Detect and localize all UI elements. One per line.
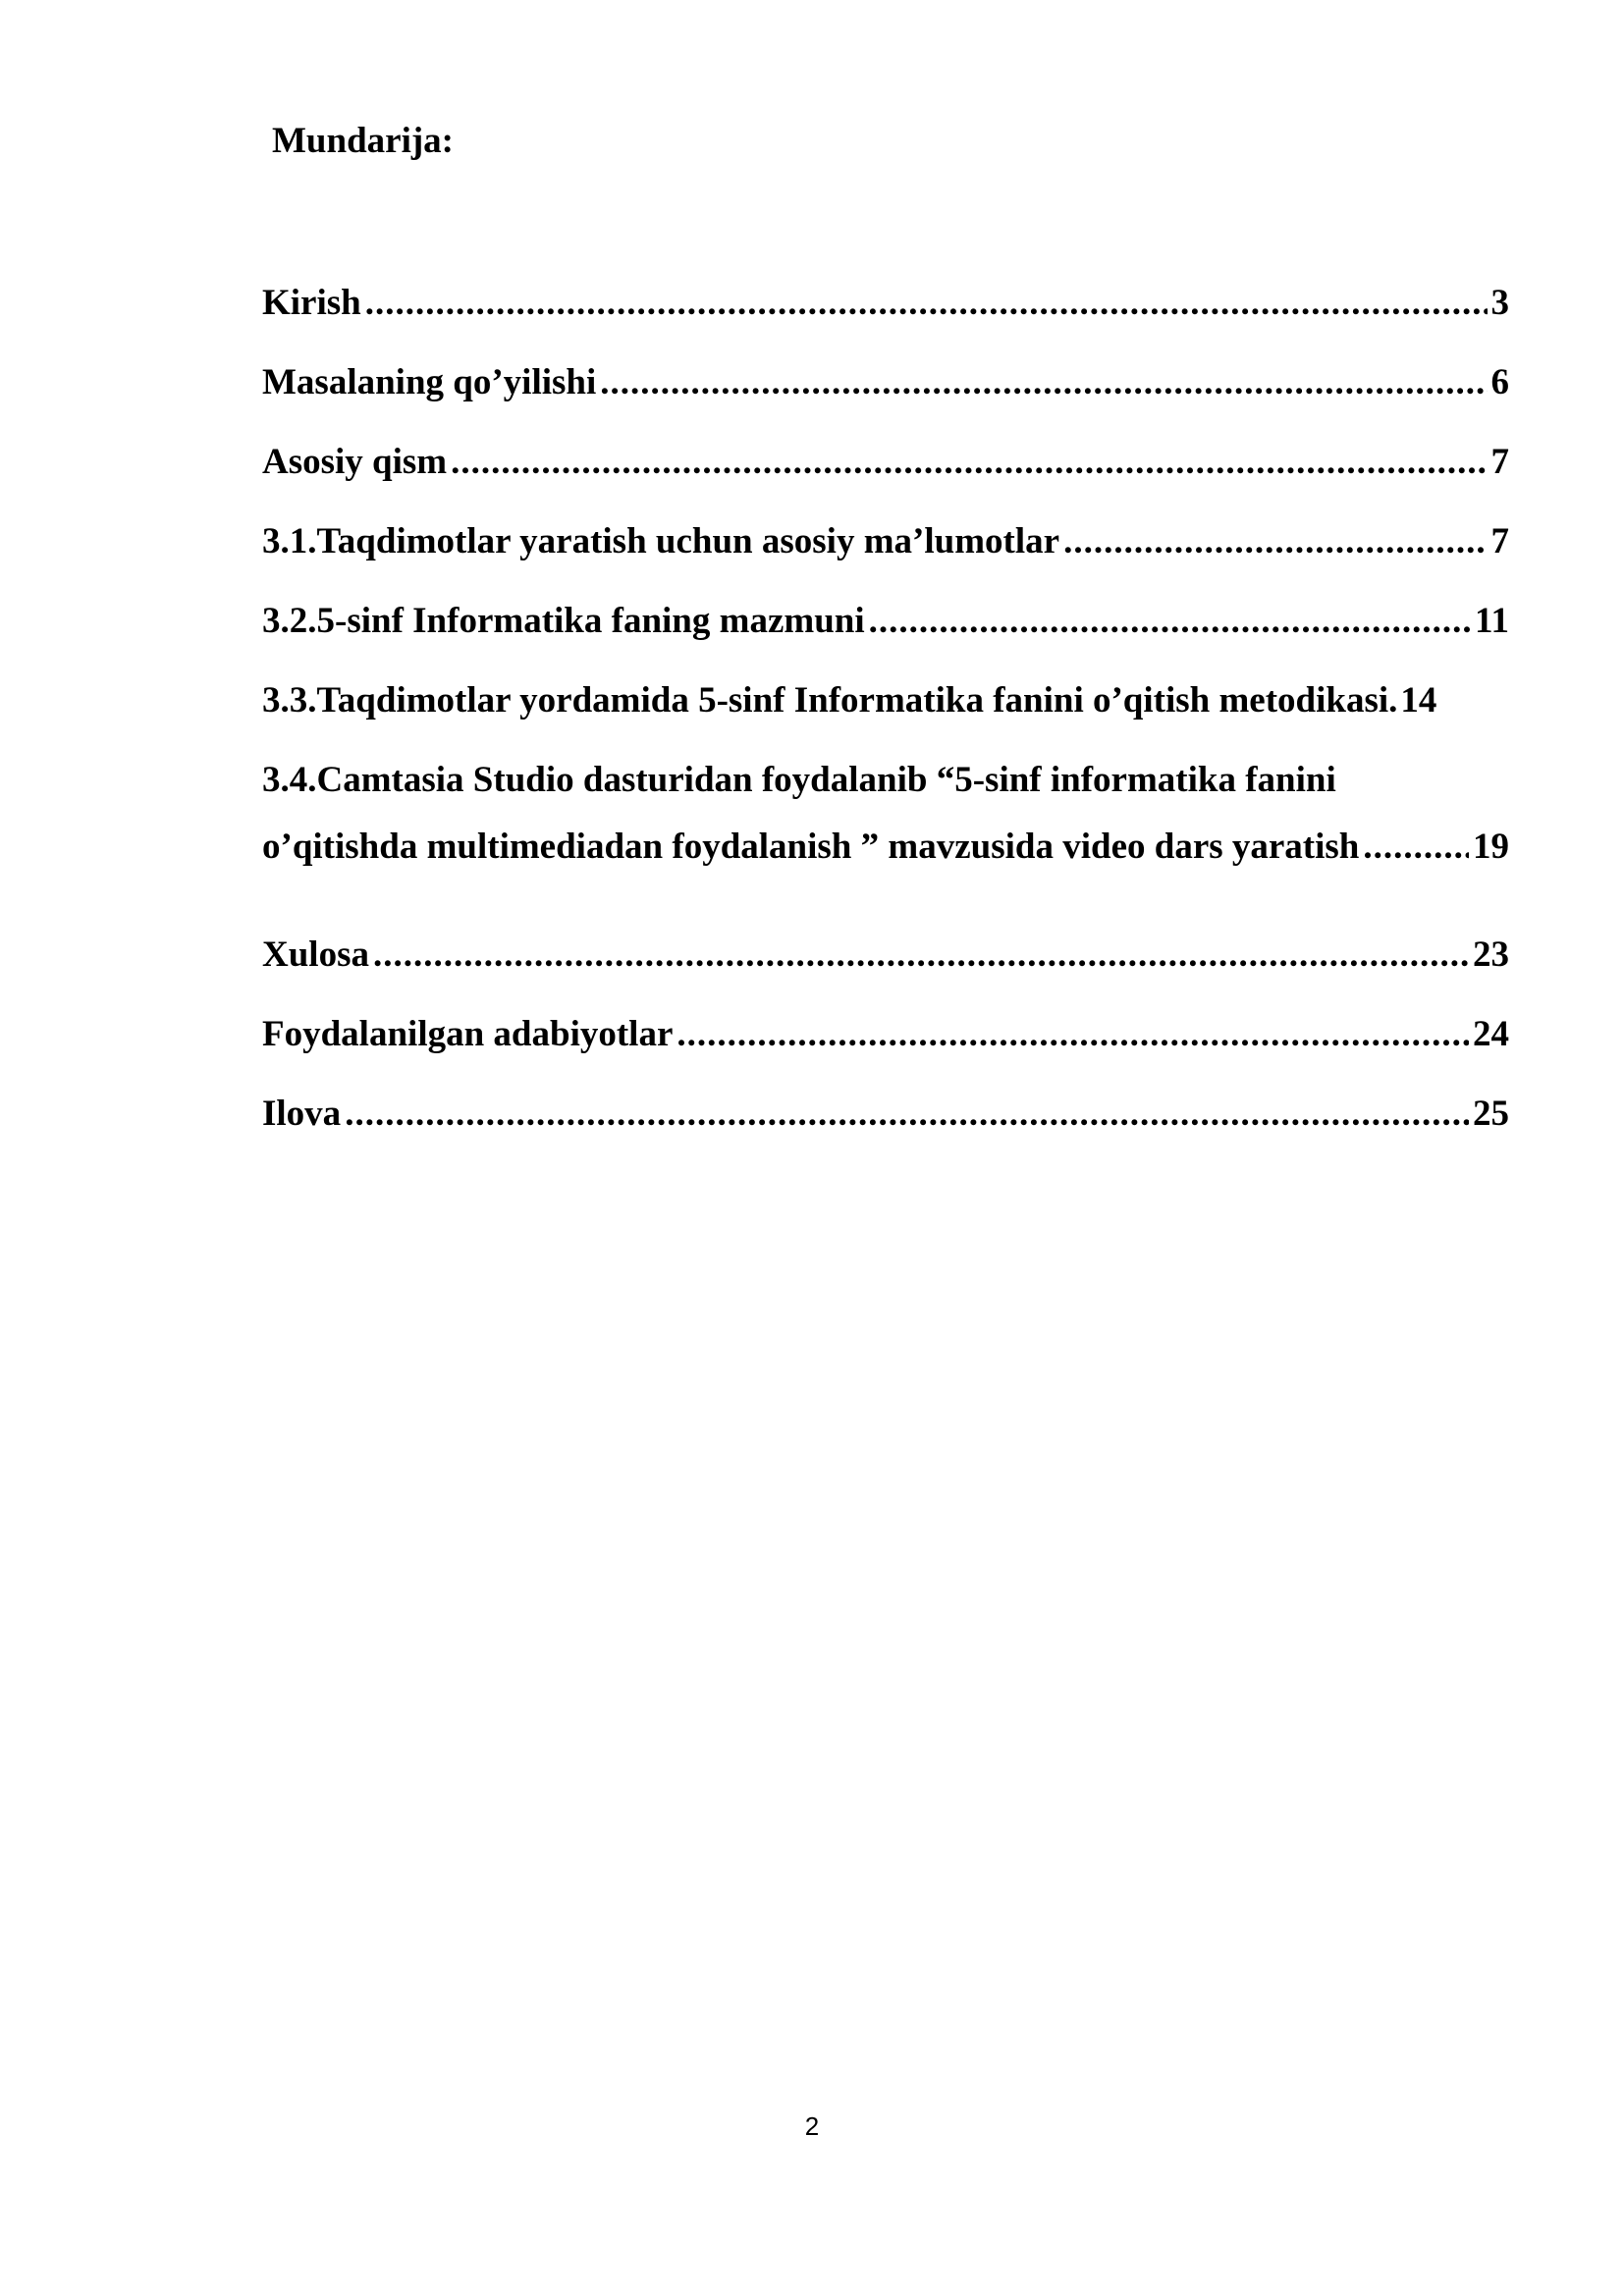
toc-dot-leader [677, 1013, 1469, 1056]
toc-entry-kirish[interactable] [262, 278, 1509, 329]
toc-entry-page: 25 [1473, 1094, 1509, 1134]
table-of-contents [262, 278, 1509, 1168]
toc-entry-page: 19 [1473, 827, 1509, 867]
toc-entry-foydalanilgan-adabiyotlar[interactable] [262, 1009, 1509, 1060]
toc-entry-3-2[interactable] [262, 596, 1509, 647]
toc-entry-label: Asosiy qism [262, 442, 448, 482]
toc-entry-asosiy-qism[interactable] [262, 437, 1509, 488]
toc-entry-page: 7 [1490, 521, 1509, 561]
toc-entry-label: Masalaning qo’yilishi [262, 362, 597, 402]
toc-entry-page: 6 [1490, 362, 1509, 402]
toc-entry-ilova[interactable] [262, 1089, 1509, 1140]
toc-entry-label: 3.3.Taqdimotlar yordamida 5-sinf Informatika fanini o’qitish metodikasi. [262, 680, 1398, 721]
toc-entry-label: 3.2.5-sinf Informatika faning mazmuni [262, 601, 865, 641]
toc-dot-leader [1063, 520, 1487, 563]
toc-dot-leader [600, 361, 1487, 404]
toc-entry-label-line-1: 3.4.Camtasia Studio dasturidan foydalanib “5-sinf informatika fanini [262, 760, 1336, 800]
toc-dot-leader [1363, 826, 1469, 869]
toc-entry-label-line-2: o’qitishda multimediadan foydalanish ” mavzusida video dars yaratish [262, 827, 1360, 867]
toc-dot-leader [373, 934, 1469, 977]
toc-dot-leader [345, 1093, 1469, 1136]
toc-entry-page: 7 [1490, 442, 1509, 482]
toc-entry-label: Ilova [262, 1094, 342, 1134]
toc-entry-label: Xulosa [262, 934, 369, 975]
toc-dot-leader [365, 282, 1488, 325]
toc-entry-page: 24 [1473, 1014, 1509, 1054]
toc-entry-label: 3.1.Taqdimotlar yaratish uchun asosiy ma’lumotlar [262, 521, 1060, 561]
toc-entry-masalaning-qoyilishi[interactable] [262, 357, 1509, 408]
toc-entry-3-1[interactable] [262, 516, 1509, 567]
toc-dot-leader [451, 441, 1487, 484]
toc-entry-page: 23 [1473, 934, 1509, 975]
page-title: Mundarija: [272, 121, 454, 161]
toc-entry-xulosa[interactable] [262, 930, 1509, 981]
toc-dot-leader [869, 600, 1471, 643]
toc-entry-label: Foydalanilgan adabiyotlar [262, 1014, 674, 1054]
page-number: 2 [804, 2111, 820, 2141]
toc-entry-label: Kirish [262, 283, 361, 323]
toc-entry-page: 3 [1490, 283, 1509, 323]
toc-entry-3-4[interactable] [262, 755, 1509, 873]
toc-entry-page: 11 [1475, 601, 1509, 641]
toc-entry-page: 14 [1400, 680, 1437, 721]
toc-entry-3-3[interactable] [262, 675, 1509, 726]
